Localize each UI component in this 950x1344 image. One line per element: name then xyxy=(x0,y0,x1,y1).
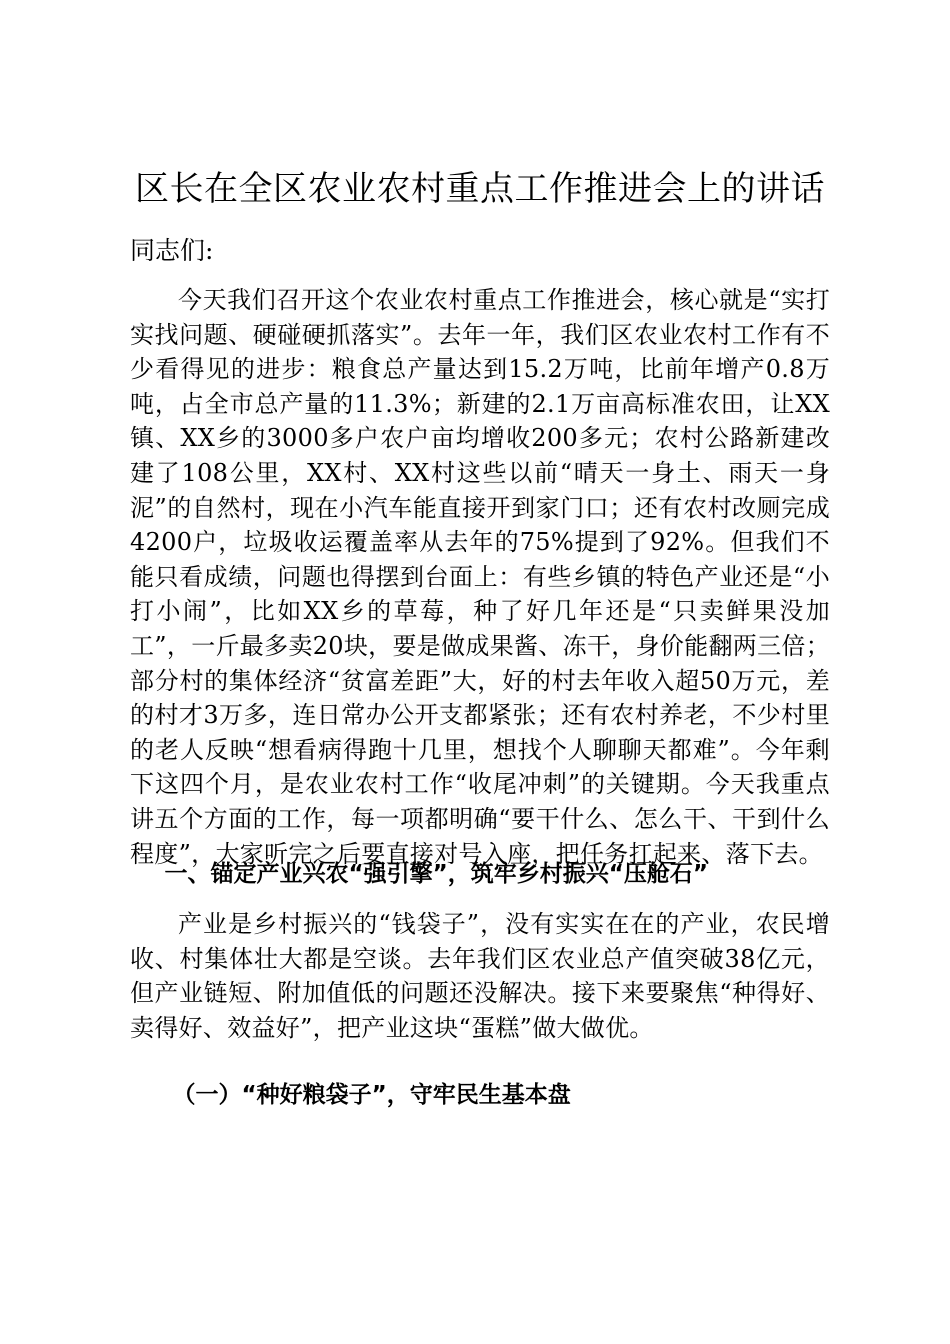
document-title: 区长在全区农业农村重点工作推进会上的讲话 xyxy=(135,169,825,209)
subsection-heading-1: （一）“种好粮袋子”，守牢民生基本盘 xyxy=(172,1082,571,1108)
body-paragraph-2: 产业是乡村振兴的“钱袋子”，没有实实在在的产业，农民增收、村集体壮大都是空谈。去年我们区农业总产值突破38亿元，但产业链短、附加值低的问题还没解决。接下来要聚焦“种得好、卖得好、效益好”，把产业这块“蛋糕”做大做优。 xyxy=(130,910,830,1042)
section-heading-1: 一、锚定产业兴农“强引擎”，筑牢乡村振兴“压舱石” xyxy=(164,861,708,887)
salutation: 同志们: xyxy=(130,236,214,265)
body-paragraph-1: 今天我们召开这个农业农村重点工作推进会，核心就是“实打实找问题、硬碰硬抓落实”。去年一年，我们区农业农村工作有不少看得见的进步：粮食总产量达到15.2万吨，比前年增产0.8万吨，占全市总产量的11.3%；新建的2.1万亩高标准农田，让XX镇、XX乡的3000多户农户亩均增收200多元；农村公路新建改建了108公里，XX村、XX村这些以前“晴天一身土、雨天一身泥”的自然村，现在小汽车能直接开到家门口；还有农村改厕完成4200户，垃圾收运覆盖率从去年的75%提到了92%。但我们不能只看成绩，问题也得摆到台面上：有些乡镇的特色产业还是“小打小闹”，比如XX乡的草莓，种了好几年还是“只卖鲜果没加工”，一斤最多卖20块，要是做成果酱、冻干，身价能翻两三倍；部分村的集体经济“贫富差距”大，好的村去年收入超50万元，差的村才3万多，连日常办公开支都紧张；还有农村养老，不少村里的老人反映“想看病得跑十几里，想找个人聊聊天都难”。今年剩下这四个月，是农业农村工作“收尾冲刺”的关键期。今天我重点讲五个方面的工作，每一项都明确“要干什么、怎么干、干到什么程度”，大家听完之后要直接对号入座，把任务扛起来、落下去。 xyxy=(130,286,830,868)
